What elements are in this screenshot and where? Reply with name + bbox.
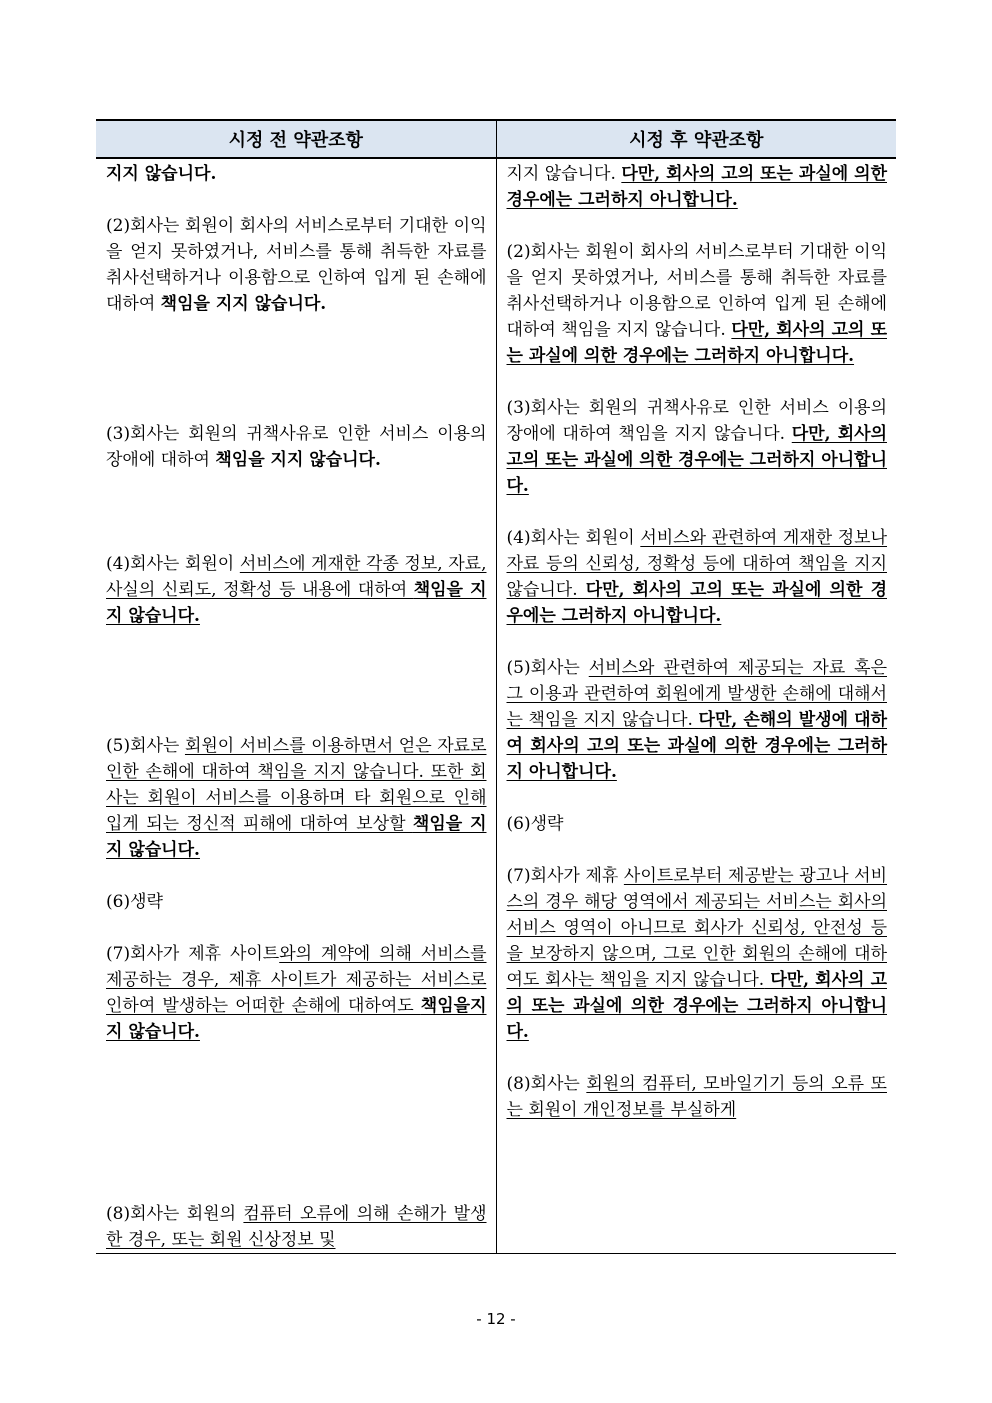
header-before-terms: 시정 전 약관조항: [96, 120, 496, 158]
terms-comparison-table: [96, 119, 896, 1254]
clause-text-run: 다만, 회사의 고의 또는 과실에 의한 경우에는 그러하지 아니합니다.: [506, 970, 887, 1042]
clause-text-run: 서비스와 관련하여 게재한 정보나 자료 등의 신뢰성, 정확성 등에 대하여 책임을 지지 않습니다.: [506, 528, 888, 600]
page-number: - 12 -: [476, 1310, 516, 1328]
before-clause-7: [106, 941, 487, 1045]
clause-text-run: (8)회사는 회원의: [106, 1204, 244, 1224]
clause-text-run: (6)생략: [106, 892, 163, 912]
clause-text-run: 다만, 회사의 고의 또는 과실에 의한 경우에는 그러하지 아니합니다.: [506, 580, 887, 626]
table-body-row: [96, 158, 896, 1254]
before-clause-3: [106, 421, 487, 473]
clause-text-run: (4)회사는 회원이: [506, 528, 641, 548]
after-clause-7: [507, 863, 888, 1045]
clause-text-run: (2)회사는 회원이 회사의 서비스로부터 기대한 이익을 얻지 못하였거나, 서비스를 통해 취득한 자료를 취사선택하거나 이용함으로 인하여 입게 된 손해에 대하여 책임을 지지 않습니다.: [506, 242, 887, 340]
before-clause-8: [106, 1201, 487, 1253]
before-clause-2: [106, 213, 487, 317]
clause-text-run: 책임을 지지 않습니다.: [160, 294, 327, 314]
clause-text-run: (5)회사는: [106, 736, 185, 756]
clause-text-run: 책임을 지지 않습니다.: [106, 814, 487, 860]
after-clause-6: [507, 811, 888, 837]
clause-text-run: 컴퓨터 오류에 의해 손해가 발생한 경우, 또는 회원 신상정보 및: [106, 1204, 487, 1250]
after-clause-2: [507, 239, 888, 369]
clause-text-run: (5)회사는: [506, 658, 589, 678]
clause-text-run: 다만, 회사의 고의 또는 과실에 의한 경우에는 그러하지 아니합니다.: [506, 320, 887, 366]
clause-text-run: 사이트로부터 제공받는 광고나 서비스의 경우 해당 영역에서 제공되는 서비스는 회사의 서비스 영역이 아니므로 회사가 신뢰성, 안전성 등을 보장하지 않으며, 그로 인한 회원의 손해에 대하여도 회사는 책임을 지지 않습니다.: [506, 866, 888, 990]
clause-text-run: (2)회사는 회원이 회사의 서비스로부터 기대한 이익을 얻지 못하였거나, 서비스를 통해 취득한 자료를 취사선택하거나 이용함으로 인하여 입게 된 손해에 대하여: [106, 216, 487, 314]
after-clause-5: [507, 655, 888, 785]
clause-text-run: (7)회사가 제휴 사이트: [106, 944, 280, 964]
clause-text-run: 지지 않습니다.: [106, 164, 217, 184]
after-terms-cell: [496, 158, 896, 1254]
after-clause-8: [507, 1071, 888, 1123]
before-clause-1: [106, 161, 487, 187]
clause-text-run: (7)회사가 제휴: [506, 866, 624, 886]
clause-text-run: 지지 않습니다.: [506, 164, 622, 184]
clause-text-run: (6)생략: [506, 814, 564, 834]
before-clause-5: [106, 733, 487, 863]
clause-text-run: (3)회사는 회원의 귀책사유로 인한 서비스 이용의 장애에 대하여 책임을 지지 않습니다.: [506, 398, 887, 444]
after-clause-1: [507, 161, 888, 213]
table-header-row: [96, 120, 896, 158]
clause-text-run: 다만, 회사의 고의 또는 과실에 의한 경우에는 그러하지 아니합니다.: [506, 164, 887, 210]
clause-text-run: (4)회사는 회원이: [106, 554, 240, 574]
after-clause-3: [507, 395, 888, 499]
clause-text-run: 서비스와 관련하여 제공되는 자료 혹은 그 이용과 관련하여 회원에게 발생한 손해에 대해서는 책임을 지지 않습니다.: [506, 658, 887, 730]
header-after-terms: 시정 후 약관조항: [496, 120, 896, 158]
before-clause-4: [106, 551, 487, 629]
clause-text-run: 와의 계약에 의해 서비스를 제공하는 경우, 제휴 사이트가 제공하는 서비스로 인하여 발생하는 어떠한 손해에 대하여도: [106, 944, 487, 1016]
clause-text-run: 다만, 회사의 고의 또는 과실에 의한 경우에는 그러하지 아니합니다.: [506, 424, 887, 496]
clause-text-run: (8)회사는: [506, 1074, 587, 1094]
clause-text-run: 서비스에 게재한 각종 정보, 자료, 사실의 신뢰도, 정확성 등 내용에 대하여: [106, 554, 487, 600]
clause-text-run: 책임을 지지 않습니다.: [106, 580, 487, 626]
clause-text-run: 책임을지지 않습니다.: [106, 996, 487, 1042]
clause-text-run: 회원이 서비스를 이용하면서 얻은 자료로 인한 손해에 대하여 책임을 지지 않습니다. 또한 회사는 회원이 서비스를 이용하며 타 회원으로 인해 입게 되는 정신적 피해에 대하여 보상할: [106, 736, 487, 834]
clause-text-run: 다만, 손해의 발생에 대하여 회사의 고의 또는 과실에 의한 경우에는 그러하지 아니합니다.: [506, 710, 887, 782]
clause-text-run: 회원의 컴퓨터, 모바일기기 등의 오류 또는 회원이 개인정보를 부실하게: [506, 1074, 887, 1120]
clause-text-run: 책임을 지지 않습니다.: [215, 450, 381, 470]
before-terms-cell: [96, 158, 496, 1254]
clause-text-run: (3)회사는 회원의 귀책사유로 인한 서비스 이용의 장애에 대하여: [106, 424, 487, 470]
before-clause-6: [106, 889, 487, 915]
after-clause-4: [507, 525, 888, 629]
